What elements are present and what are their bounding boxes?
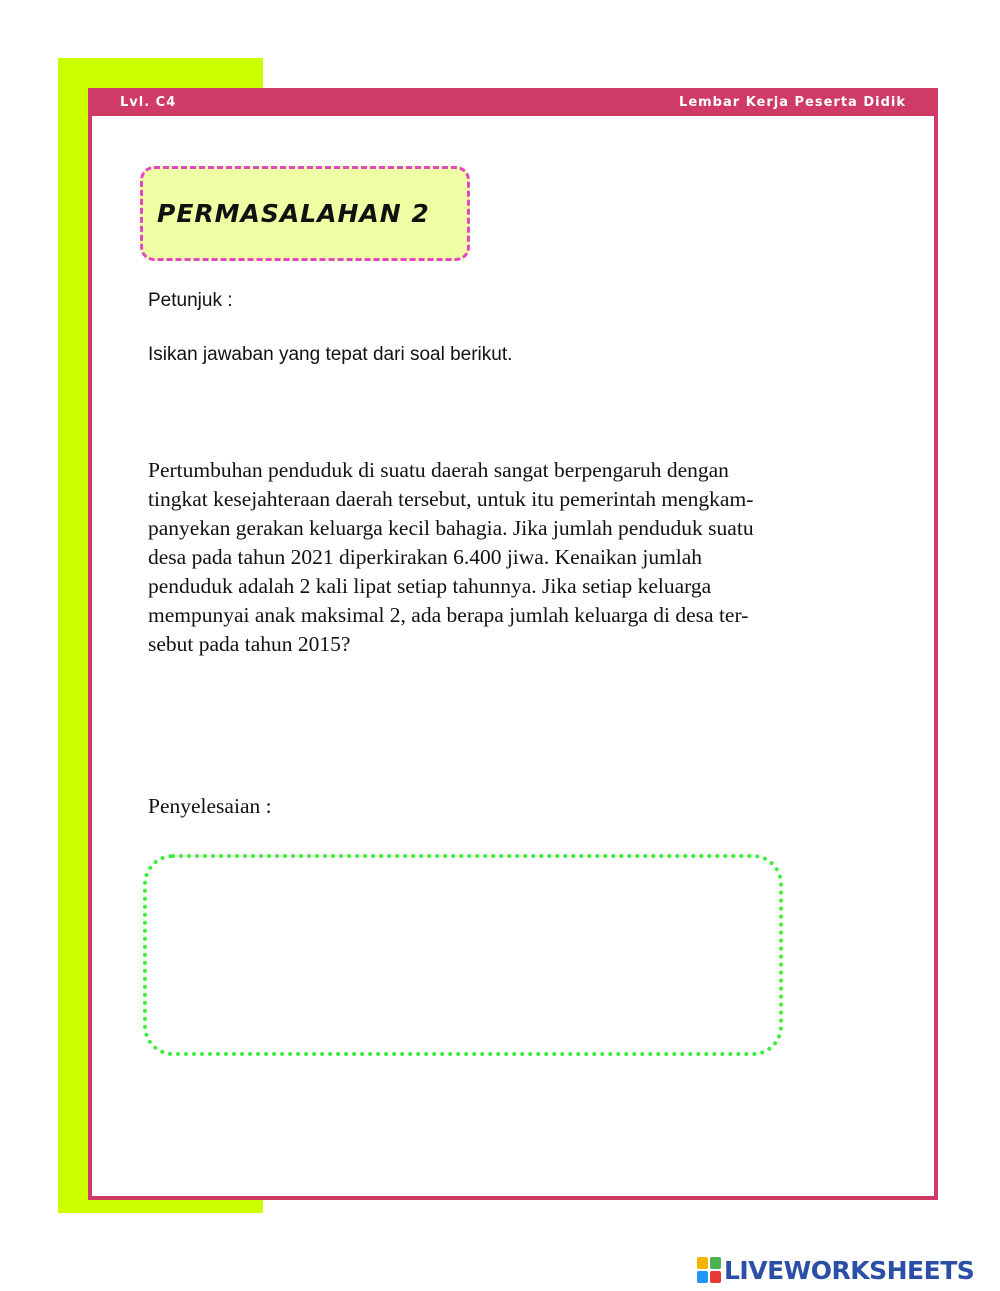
problem-title: PERMASALAHAN 2 — [157, 199, 430, 228]
liveworksheets-logo-icon — [697, 1257, 721, 1283]
header-bar — [92, 88, 934, 116]
worksheet-card — [88, 88, 938, 1200]
solution-label: Penyelesaian : — [148, 794, 272, 818]
logo-text: LIVEWORKSHEETS — [724, 1255, 975, 1285]
answer-input-box[interactable] — [143, 854, 783, 1056]
worksheet-title: Lembar Kerja Peserta Didik — [679, 94, 906, 110]
instructions-text: Isikan jawaban yang tepat dari soal berikut. — [148, 344, 513, 365]
instructions-label: Petunjuk : — [148, 290, 233, 311]
problem-text: Pertumbuhan penduduk di suatu daerah sangat berpengaruh dengan tingkat kesejahteraan daerah tersebut, untuk itu pemerintah mengkam- panyekan gerakan keluarga kecil bahagia. Jika jumlah penduduk suatu desa pada tahun 2021 diperkirakan 6.400 jiwa. Kenaikan jumlah penduduk adalah 2 kali lipat setiap tahunnya. Jika setiap keluarga mempunyai anak maksimal 2, ada berapa jumlah keluarga di desa ter- sebut pada tahun 2015? — [148, 458, 754, 656]
level-label: Lvl. C4 — [120, 94, 177, 110]
problem-title-box — [140, 166, 470, 261]
liveworksheets-logo — [697, 1255, 974, 1285]
